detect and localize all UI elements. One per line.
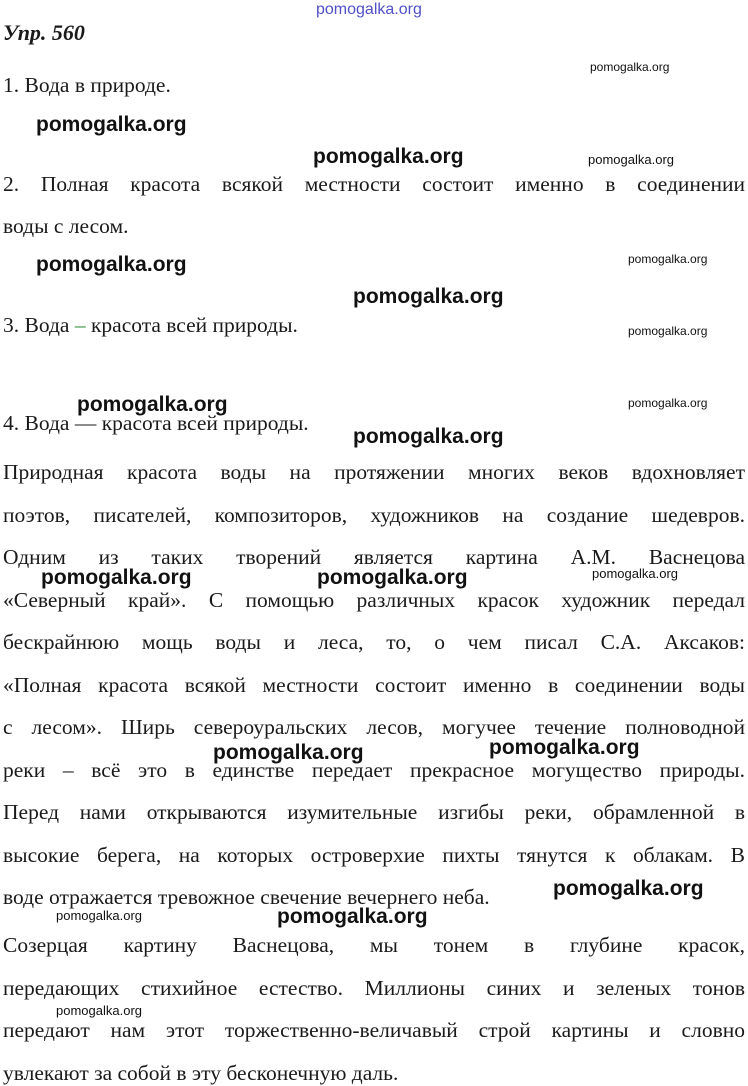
watermark: pomogalka.org xyxy=(628,252,708,266)
essay-line: увлекают за собой в эту бесконечную даль. xyxy=(3,1061,399,1085)
essay-line: передают нам этот торжественно-величавый строй картины и словно xyxy=(3,1018,745,1042)
essay-line: высокие берега, на которых островерхие пихты тянутся к облакам. В xyxy=(3,843,745,867)
essay-line: реки – всё это в единстве передает прекрасное могущество природы. xyxy=(3,758,745,782)
watermark: pomogalka.org xyxy=(317,566,468,589)
item-2-line-1: 2. Полная красота всякой местности состоит именно в соединении xyxy=(3,172,745,196)
essay-line: Одним из таких творений является картина А.М. Васнецова xyxy=(3,545,745,569)
watermark: pomogalka.org xyxy=(553,877,704,900)
watermark: pomogalka.org xyxy=(56,908,142,923)
essay-line: передающих стихийное естество. Миллионы синих и зеленых тонов xyxy=(3,976,745,1000)
watermark: pomogalka.org xyxy=(36,253,187,276)
item-4: 4. Вода — красота всей природы. xyxy=(3,411,309,435)
essay-line: «Полная красота всякой местности состоит именно в соединении воды xyxy=(3,673,745,697)
watermark: pomogalka.org xyxy=(36,113,187,136)
essay-line: Созерцая картину Васнецова, мы тонем в глубине красок, xyxy=(3,933,745,957)
watermark: pomogalka.org xyxy=(588,152,674,167)
watermark: pomogalka.org xyxy=(277,905,428,928)
item-3 xyxy=(3,313,298,338)
watermark: pomogalka.org xyxy=(353,425,504,448)
watermark: pomogalka.org xyxy=(592,566,678,581)
essay-line: воде отражается тревожное свечение вечернего неба. xyxy=(3,885,490,909)
item-3-prefix: 3. Вода xyxy=(3,313,70,337)
watermark: pomogalka.org xyxy=(313,145,464,168)
watermark: pomogalka.org xyxy=(628,396,708,410)
essay-line: «Северный край». С помощью различных красок художник передал xyxy=(3,588,745,612)
watermark: pomogalka.org xyxy=(590,60,670,74)
item-3-dash: – xyxy=(74,313,86,337)
watermark: pomogalka.org xyxy=(489,736,640,759)
watermark: pomogalka.org xyxy=(353,285,504,308)
watermark: pomogalka.org xyxy=(213,741,364,764)
watermark: pomogalka.org xyxy=(77,393,228,416)
item-2-line-2: воды с лесом. xyxy=(3,214,129,238)
exercise-heading: Упр. 560 xyxy=(3,20,85,45)
item-3-suffix: красота всей природы. xyxy=(90,313,298,337)
essay-line: поэтов, писателей, композиторов, художников на создание шедевров. xyxy=(3,503,745,527)
item-1: 1. Вода в природе. xyxy=(3,73,171,97)
essay-line: Природная красота воды на протяжении многих веков вдохновляет xyxy=(3,460,745,484)
watermark: pomogalka.org xyxy=(56,1003,142,1018)
watermark-top: pomogalka.org xyxy=(316,1,422,18)
essay-line: бескрайнюю мощь воды и леса, то, о чем писал С.А. Аксаков: xyxy=(3,630,745,654)
watermark: pomogalka.org xyxy=(628,324,708,338)
watermark: pomogalka.org xyxy=(41,566,192,589)
essay-line: с лесом». Ширь североуральских лесов, могучее течение полноводной xyxy=(3,715,745,739)
essay-line: Перед нами открываются изумительные изгибы реки, обрамленной в xyxy=(3,800,745,824)
